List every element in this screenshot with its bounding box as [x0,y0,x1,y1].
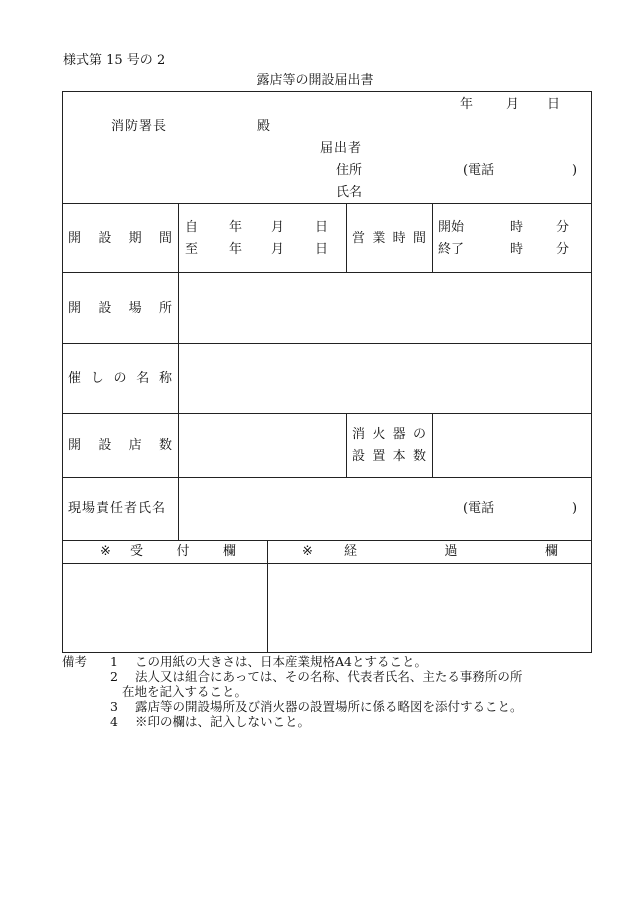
period-from-month: 月 [271,220,285,235]
honorific-label: 殿 [257,119,271,134]
receipt-field[interactable] [63,564,266,652]
note-2-number: 2 [110,669,118,684]
hours-open-hour: 時 [510,220,524,235]
label-char: 業 [372,231,386,246]
manager-phone-close: ) [572,501,578,516]
label-char: 称 [158,371,172,386]
label-char: 設 [98,301,112,316]
label-char: 火 [372,427,386,442]
applicant-label: 届出者 [320,141,363,156]
label-char: 開 [68,438,82,453]
receipt-mark: ※ [100,544,111,559]
label-char: 欄 [222,544,236,559]
label-char: 開 [68,231,82,246]
label-char: 名 [136,371,150,386]
period-label [68,232,172,245]
note-3-text: 露店等の開設場所及び消火器の設置場所に係る略図を添付すること。 [135,699,523,714]
label-char: 店 [128,438,142,453]
label-char: 催 [68,371,82,386]
period-to-prefix: 至 [185,242,199,257]
hours-close-minute: 分 [556,242,570,257]
label-char: し [90,371,104,386]
progress-label [344,545,558,558]
label-char: 設 [352,449,366,464]
manager-label: 現場責任者氏名 [68,501,167,516]
period-from-year: 年 [229,220,243,235]
event-name-label [68,372,172,385]
period-to-year: 年 [229,242,243,257]
label-char: 過 [444,544,458,559]
form-number: 様式第 15 号の 2 [63,53,166,68]
label-char: 間 [412,231,426,246]
progress-mark: ※ [302,544,313,559]
period-from-day: 日 [315,220,329,235]
label-char: 器 [392,427,406,442]
hours-open-minute: 分 [556,220,570,235]
note-3-number: 3 [110,699,118,714]
label-char: 消 [352,427,366,442]
label-char: 場 [128,301,142,316]
label-char: 受 [130,544,144,559]
phone-open: (電話 [463,163,495,178]
note-4-number: 4 [110,714,118,729]
label-char: 期 [128,231,142,246]
hours-open-label: 開始 [438,220,465,235]
date-year-label: 年 [460,97,474,112]
label-char: 欄 [544,544,558,559]
note-4-text: ※印の欄は、記入しないこと。 [135,714,311,729]
period-to-day: 日 [315,242,329,257]
date-day-label: 日 [547,97,561,112]
note-1-number: 1 [110,654,118,669]
label-char: 本 [392,449,406,464]
label-char: 数 [158,438,172,453]
label-char: 付 [176,544,190,559]
receipt-label [130,545,236,558]
location-label [68,302,172,315]
extinguisher-label-2 [352,450,426,463]
label-char: 置 [372,449,386,464]
label-char: 間 [158,231,172,246]
label-char: 数 [412,449,426,464]
address-label: 住所 [336,163,363,178]
label-char: 開 [68,301,82,316]
progress-field[interactable] [268,564,591,652]
hours-close-hour: 時 [510,242,524,257]
label-char: 設 [98,231,112,246]
label-char: 時 [392,231,406,246]
period-to-month: 月 [271,242,285,257]
note-1-text: この用紙の大きさは、日本産業規格A4とすること。 [135,654,427,669]
label-char: の [412,427,426,442]
hours-label [352,232,426,245]
date-month-label: 月 [506,97,520,112]
note-2-continuation: 在地を記入すること。 [122,684,248,699]
shop-count-label [68,439,172,452]
label-char: 経 [344,544,358,559]
extinguisher-label-1 [352,428,426,441]
label-char: 営 [352,231,366,246]
name-label: 氏名 [336,185,363,200]
document-title: 露店等の開設届出書 [256,73,374,88]
notes-heading: 備考 [62,654,88,669]
addressee-label: 消防署長 [111,119,168,134]
period-from-prefix: 自 [185,220,199,235]
phone-close: ) [572,163,578,178]
hours-close-label: 終了 [438,242,465,257]
note-2-text: 法人又は組合にあっては、その名称、代表者氏名、主たる事務所の所 [135,669,523,684]
manager-phone-open: (電話 [463,501,495,516]
label-char: の [113,371,127,386]
label-char: 設 [98,438,112,453]
label-char: 所 [158,301,172,316]
